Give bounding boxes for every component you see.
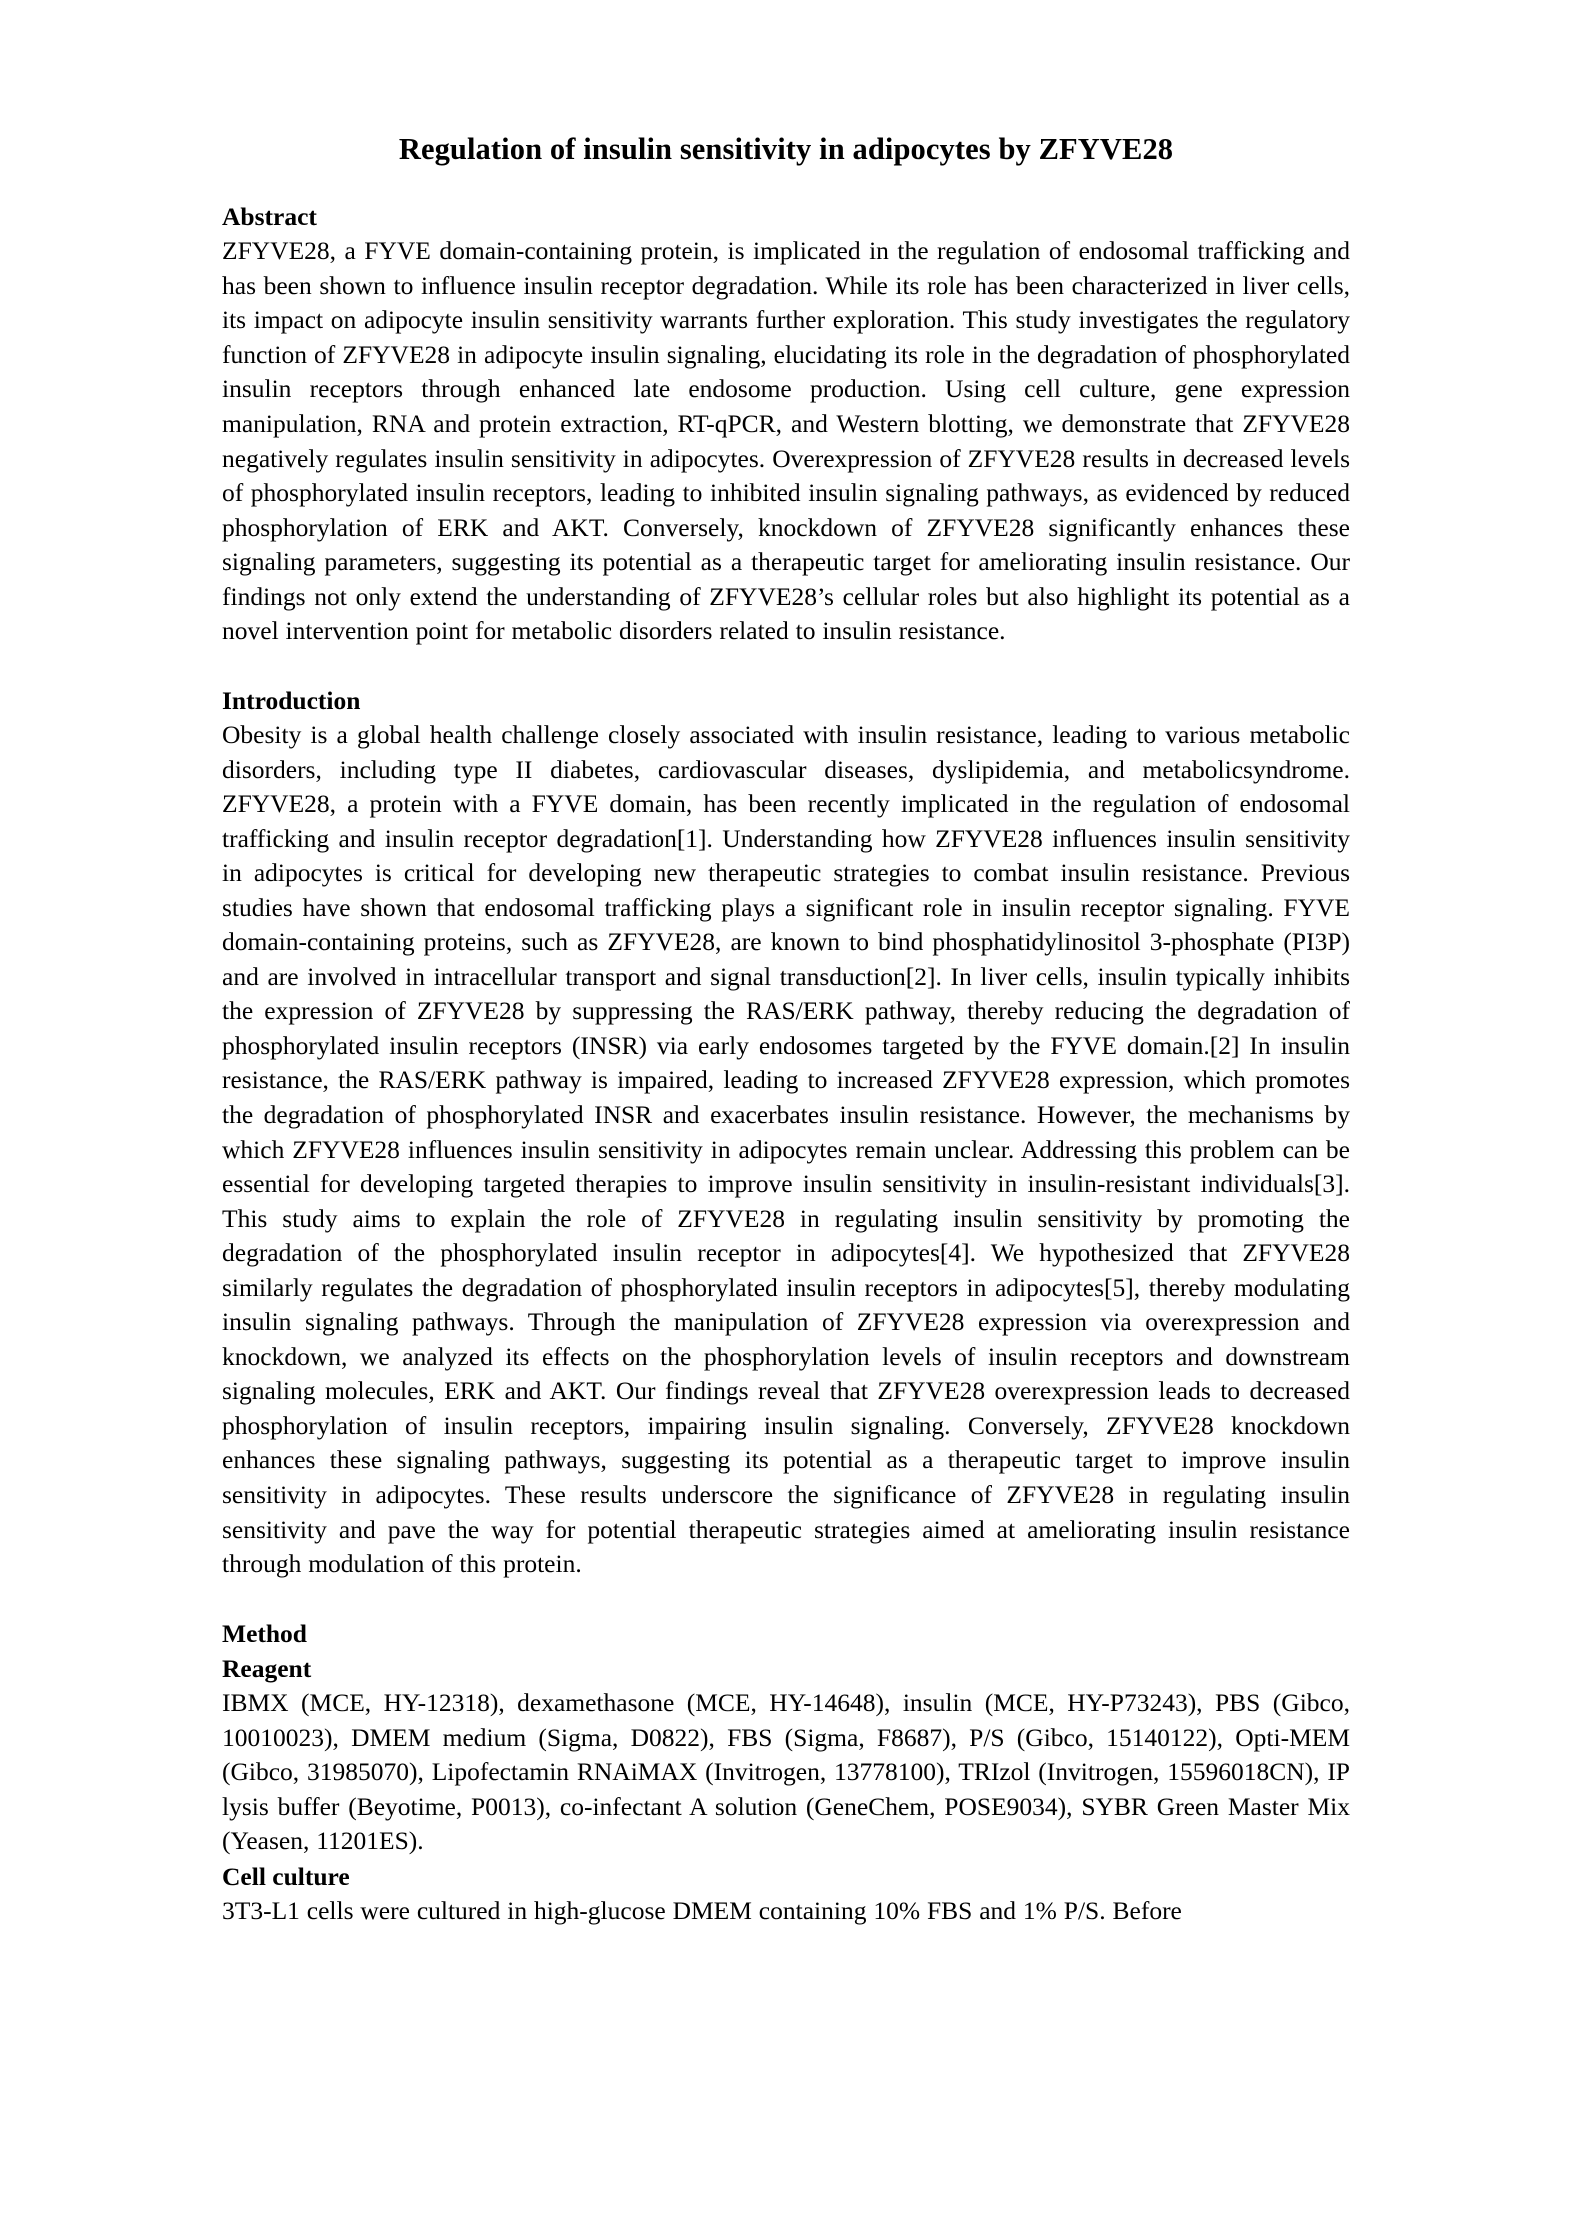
abstract-body: ZFYVE28, a FYVE domain-containing protein, is implicated in the regulation of endosomal trafficking and has been shown to influence insulin receptor degradation. While its role has been characterized in liver cells, its impact on adipocyte insulin sensitivity warrants further exploration. This study investigates the regulatory function of ZFYVE28 in adipocyte insulin signaling, elucidating its role in the degradation of phosphorylated insulin receptors through enhanced late endosome production. Using cell culture, gene expression manipulation, RNA and protein extraction, RT-qPCR, and Western blotting, we demonstrate that ZFYVE28 negatively regulates insulin sensitivity in adipocytes. Overexpression of ZFYVE28 results in decreased levels of phosphorylated insulin receptors, leading to inhibited insulin signaling pathways, as evidenced by reduced phosphorylation of ERK and AKT. Conversely, knockdown of ZFYVE28 significantly enhances these signaling parameters, suggesting its potential as a therapeutic target for ameliorating insulin resistance. Our findings not only extend the understanding of ZFYVE28’s cellular roles but also highlight its potential as a novel intervention point for metabolic disorders related to insulin resistance.: [222, 236, 1350, 646]
introduction-body: Obesity is a global health challenge closely associated with insulin resistance, leading to various metabolic disorders, including type II diabetes, cardiovascular diseases, dyslipidemia, and metabolicsyndrome. ZFYVE28, a protein with a FYVE domain, has been recently implicated in the regulation of endosomal trafficking and insulin receptor degradation[1]. Understanding how ZFYVE28 influences insulin sensitivity in adipocytes is critical for developing new therapeutic strategies to combat insulin resistance. Previous studies have shown that endosomal trafficking plays a significant role in insulin receptor signaling. FYVE domain-containing proteins, such as ZFYVE28, are known to bind phosphatidylinositol 3-phosphate (PI3P) and are involved in intracellular transport and signal transduction[2]. In liver cells, insulin typically inhibits the expression of ZFYVE28 by suppressing the RAS/ERK pathway, thereby reducing the degradation of phosphorylated insulin receptors (INSR) via early endosomes targeted by the FYVE domain.[2] In insulin resistance, the RAS/ERK pathway is impaired, leading to increased ZFYVE28 expression, which promotes the degradation of phosphorylated INSR and exacerbates insulin resistance. However, the mechanisms by which ZFYVE28 influences insulin sensitivity in adipocytes remain unclear. Addressing this problem can be essential for developing targeted therapies to improve insulin sensitivity in insulin-resistant individuals[3]. This study aims to explain the role of ZFYVE28 in regulating insulin sensitivity by promoting the degradation of the phosphorylated insulin receptor in adipocytes[4]. We hypothesized that ZFYVE28 similarly regulates the degradation of phosphorylated insulin receptors in adipocytes[5], thereby modulating insulin signaling pathways. Through the manipulation of ZFYVE28 expression via overexpression and knockdown, we analyzed its effects on the phosphorylation levels of insulin receptors and downstream signaling molecules, ERK and AKT. Our findings reveal that ZFYVE28 overexpression leads to decreased phosphorylation of insulin receptors, impairing insulin signaling. Conversely, ZFYVE28 knockdown enhances these signaling pathways, suggesting its potential as a therapeutic target to improve insulin sensitivity in adipocytes. These results underscore the significance of ZFYVE28 in regulating insulin sensitivity and pave the way for potential therapeutic strategies aimed at ameliorating insulin resistance through modulation of this protein.: [222, 719, 1350, 1579]
section-heading-abstract: Abstract: [222, 202, 317, 232]
reagent-body: IBMX (MCE, HY-12318), dexamethasone (MCE, HY-14648), insulin (MCE, HY-P73243), PBS (Gibco, 10010023), DMEM medium (Sigma, D0822), FBS (Sigma, F8687), P/S (Gibco, 15140122), Opti-MEM (Gibco, 31985070), Lipofectamin RNAiMAX (Invitrogen, 13778100), TRIzol (Invitrogen, 15596018CN), IP lysis buffer (Beyotime, P0013), co-infectant A solution (GeneChem, POSE9034), SYBR Green Master Mix (Yeasen, 11201ES).: [222, 1688, 1350, 1856]
section-gap: [222, 1582, 1350, 1616]
section-heading-method: Method: [222, 1618, 307, 1648]
section-heading-introduction: Introduction: [222, 685, 361, 715]
subsection-heading-cell-culture: Cell culture: [222, 1861, 350, 1891]
page-content: [222, 130, 1350, 1928]
page-title: Regulation of insulin sensitivity in adipocytes by ZFYVE28: [398, 132, 1174, 166]
section-gap: [222, 649, 1350, 683]
cell-culture-body: 3T3-L1 cells were cultured in high-glucose DMEM containing 10% FBS and 1% P/S. Before: [222, 1895, 1182, 1925]
subsection-heading-reagent: Reagent: [222, 1653, 312, 1683]
